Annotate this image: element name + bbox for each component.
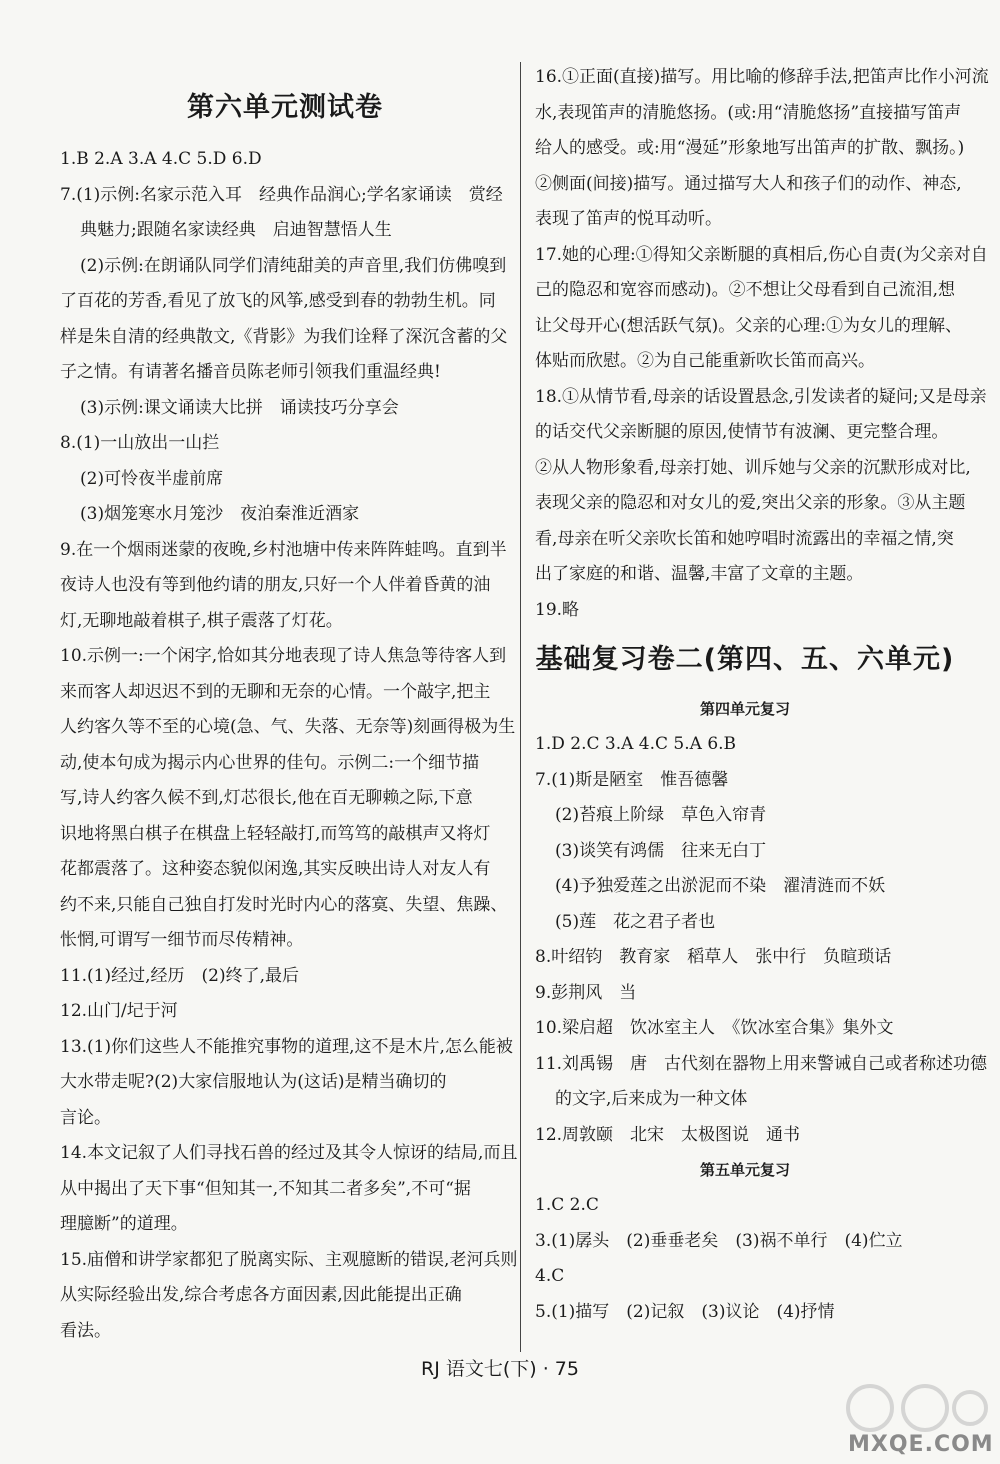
answer-16: 16.①正面(直接)描写。用比喻的修辞手法,把笛声比作小河流 水,表现笛声的清脆悠扬。(或:用“清脆悠扬”直接描写笛声 给人的感受。或:用“漫延”形象地写出笛声的扩散、飘扬。) ②侧面(间接)描写。通过描写大人和孩子们的动作、神态, 表现了笛声的悦耳动听。 (535, 67, 989, 229)
answer-17: 17.她的心理:①得知父亲断腿的真相后,伤心自责(为父亲对自 己的隐忍和宽容而感动)。②不想让父母看到自己流泪,想 让父母开心(想活跃气氛)。父亲的心理:①为女儿的理解、 体贴而欣慰。②为自己能重新吹长笛而高兴。 (535, 244, 988, 371)
column-divider (520, 62, 521, 1352)
page-footer: RJ 语文七(下) · 75 (421, 1358, 579, 1380)
right-column (535, 60, 989, 1330)
unit4-review-heading: 第四单元复习 (699, 700, 790, 718)
answer-11: 11.(1)经过,经历 (2)终了,最后 (60, 965, 300, 986)
answer-8: 8.(1)一山放出一山拦 (2)可怜夜半虚前席 (3)烟笼寒水月笼沙 夜泊秦淮近酒家 (60, 433, 360, 524)
left-column (60, 60, 518, 1349)
unit5-review-answers: 1.C 2.C 3.(1)孱头 (2)垂垂老矣 (3)祸不单行 (4)伫立 4.C 5.(1)描写 (2)记叙 (3)议论 (4)抒情 (535, 1195, 903, 1322)
answer-13: 13.(1)你们这些人不能推究事物的道理,这不是木片,怎么能被 大水带走呢?(2)大家信服地认为(这话)是精当确切的 言论。 (60, 1036, 513, 1128)
answer-15: 15.庙僧和讲学家都犯了脱离实际、主观臆断的错误,老河兵则 从实际经验出发,综合考虑各方面因素,因此能提出正确 看法。 (60, 1249, 518, 1341)
answer-12: 12.山门/圮于河 (60, 1001, 178, 1021)
answer-18: 18.①从情节看,母亲的话设置悬念,引发读者的疑问;又是母亲 的话交代父亲断腿的原因,使情节有波澜、更完整合理。 ②从人物形象看,母亲打她、训斥她与父亲的沉默形成对比, 表现父亲的隐忍和对女儿的爱,突出父亲的形象。③从主题 看,母亲在听父亲吹长笛和她哼唱时流露出的幸福之情,突 出了家庭的和谐、温馨,丰富了文章的主题。 (535, 386, 987, 584)
answer-14: 14.本文记叙了人们寻找石兽的经过及其令人惊讶的结局,而且 从中揭出了天下事“但知其一,不知其二者多矣”,不可“据 理臆断”的道理。 (60, 1143, 518, 1234)
answers-1-6: 1.B 2.A 3.A 4.C 5.D 6.D (60, 149, 262, 169)
answer-10: 10.示例一:一个闲字,恰如其分地表现了诗人焦急等待客人到 来而客人却迟迟不到的无聊和无奈的心情。一个敲字,把主 人约客久等不至的心境(急、气、失落、无奈等)刻画得极为生 动,使本句成为揭示内心世界的佳句。示例二:一个细节描 写,诗人约客久候不到,灯芯很长,他在百无聊赖之际,下意 识地将黑白棋子在棋盘上轻轻敲打,而笃笃的敲棋声又将灯 花都震落了。这种姿态貌似闲逸,其实反映出诗人对友人有 约不来,只能自己独自打发时光时内心的落寞、失望、焦躁、 怅惘,可谓写一细节而尽传精神。 (60, 646, 516, 950)
answer-19: 19.略 (535, 599, 580, 620)
unit6-test-title: 第六单元测试卷 (187, 92, 383, 123)
review-test-2-title: 基础复习卷二(第四、五、六单元) (535, 644, 955, 675)
answer-9: 9.在一个烟雨迷蒙的夜晚,乡村池塘中传来阵阵蛙鸣。直到半 夜诗人也没有等到他约请的朋友,只好一个人伴着昏黄的油 灯,无聊地敲着棋子,棋子震落了灯花。 (60, 539, 507, 631)
unit5-review-heading: 第五单元复习 (699, 1161, 790, 1179)
watermark-text: MXQE.COM (848, 1432, 994, 1457)
answer-7: 7.(1)示例:名家示范入耳 经典作品润心;学名家诵读 赏经 典魅力;跟随名家读经典 启迪智慧悟人生 (2)示例:在朗诵队同学们清纯甜美的声音里,我们仿佛嗅到 了百花的芳香,看见了放飞的风筝,感受到春的勃勃生机。同 样是朱自清的经典散文,《背影》为我们诠释了深沉含蓄的父 子之情。有请著名播音员陈老师引领我们重温经典! (3)示例:课文诵读大比拼 诵读技巧分享会 (60, 184, 508, 418)
unit4-review-answers: 1.D 2.C 3.A 4.C 5.A 6.B 7.(1)斯是陋室 惟吾德馨 (2)苔痕上阶绿 草色入帘青 (3)谈笑有鸿儒 往来无白丁 (4)予独爱莲之出淤泥而不染 濯清涟而不妖 (5)莲 花之君子者也 8.叶绍钧 教育家 稻草人 张中行 负暄琐话 9.彭荆风 当 10.梁启超 饮冰室主人 《饮冰室合集》集外文 11.刘禹锡 唐 古代刻在器物上用来警诫自己或者称述功德 的文字,后来成为一种文体 12.周敦颐 北宋 太极图说 通书 (535, 734, 988, 1145)
